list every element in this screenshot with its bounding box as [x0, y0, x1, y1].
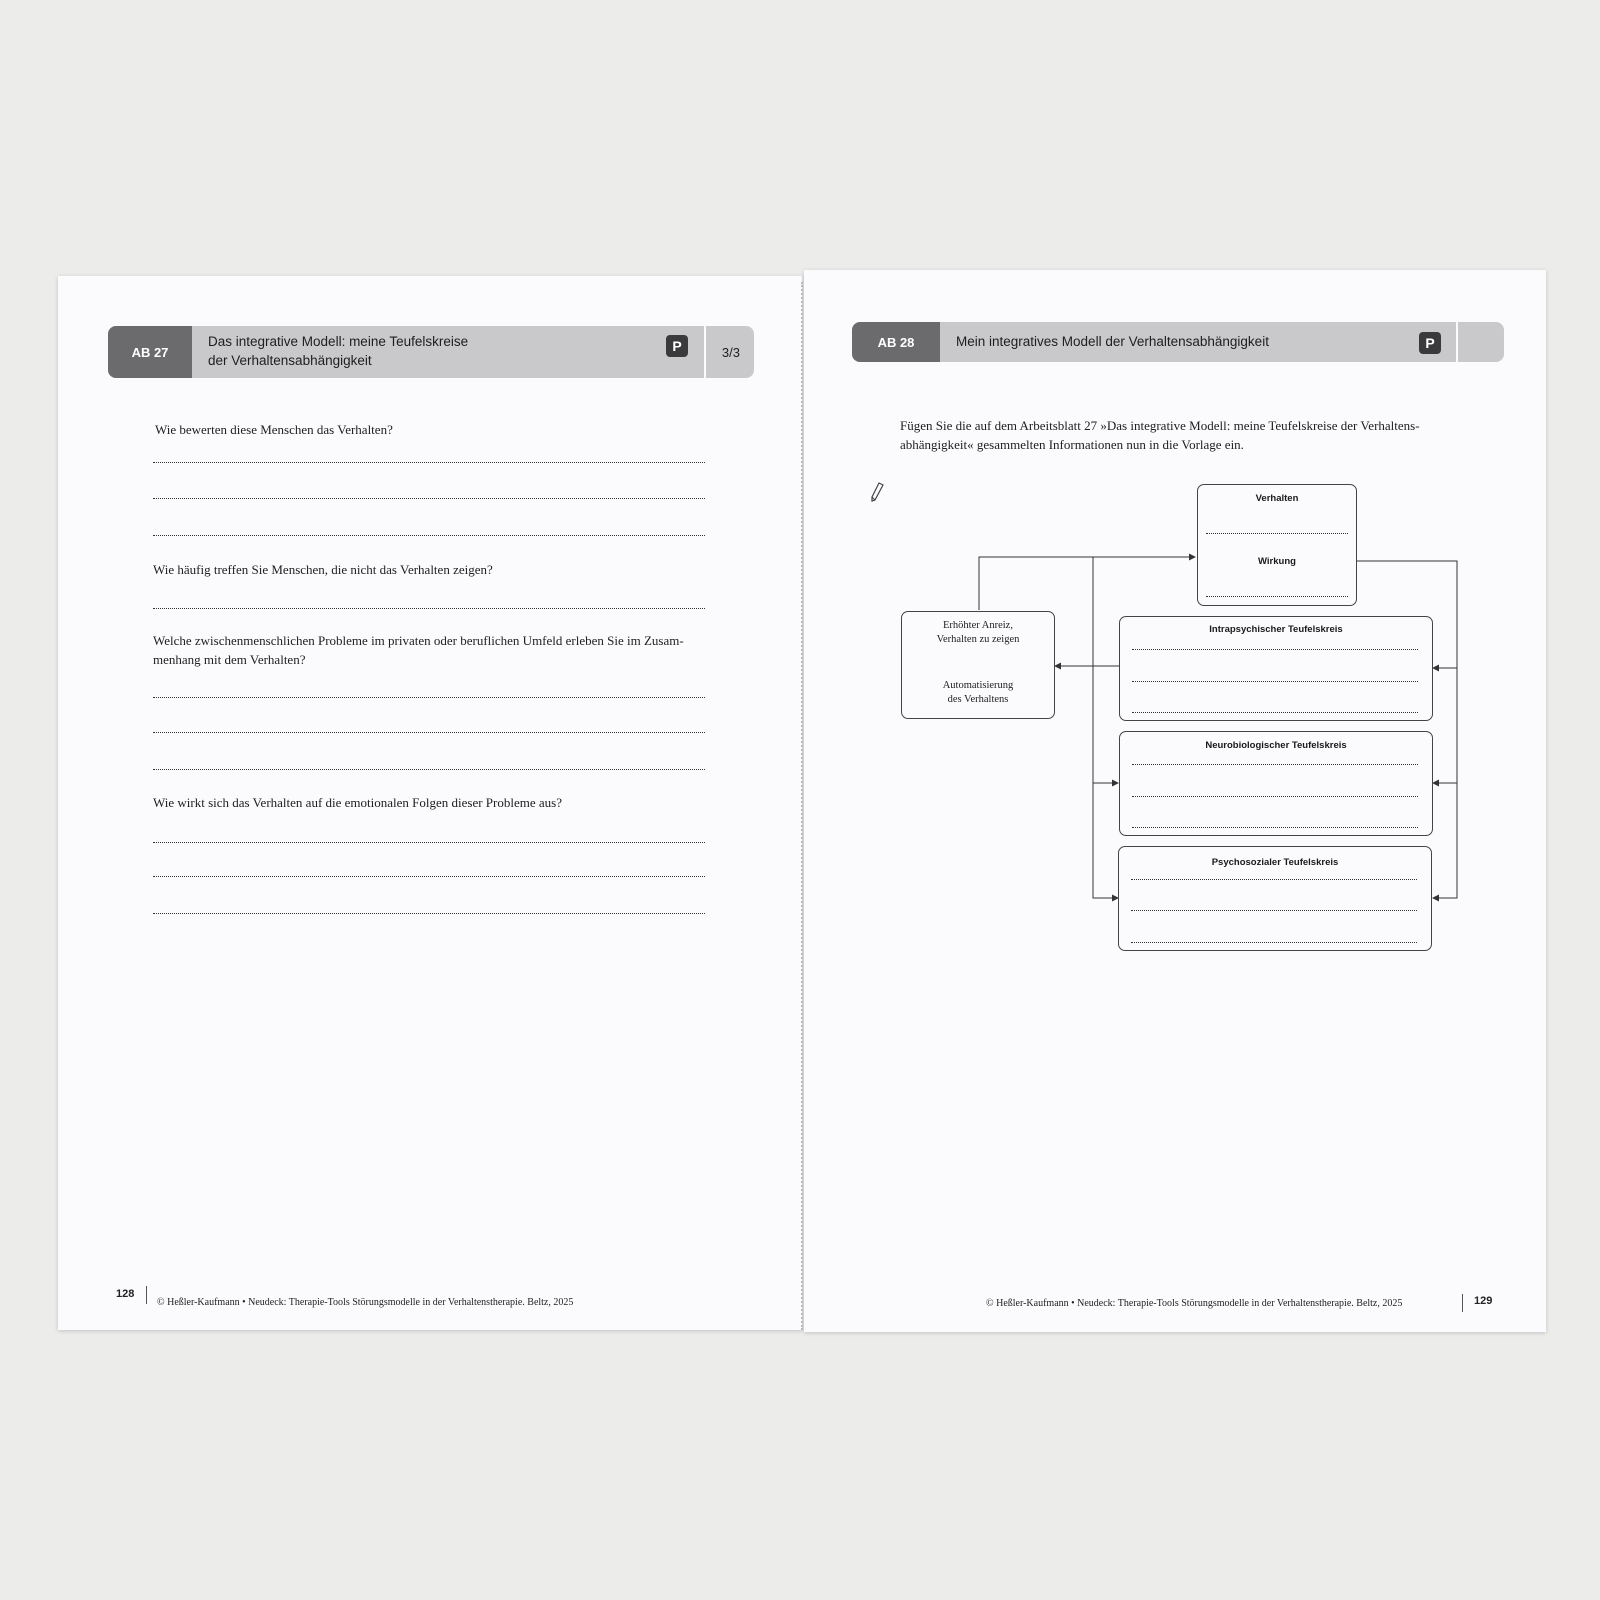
automation-text: [902, 679, 1054, 707]
answer-line[interactable]: [1132, 796, 1418, 797]
neurobiological-label: Neurobiologischer Teufelskreis: [1205, 740, 1347, 751]
worksheet-title-line1: Das integrative Modell: meine Teufelskreise: [208, 334, 469, 350]
worksheet-tag: AB 28: [852, 322, 940, 362]
incentive-line2: Verhalten zu zeigen: [936, 634, 1020, 645]
answer-line[interactable]: [1131, 910, 1417, 911]
psychosocial-cycle-box: [1118, 846, 1432, 951]
worksheet-title-line2: der Verhaltensabhängigkeit: [208, 353, 372, 368]
behavior-effect-box: [1197, 484, 1357, 606]
answer-line[interactable]: [1132, 681, 1418, 682]
effect-label: Wirkung: [1258, 556, 1296, 567]
footer-citation: © Heßler-Kaufmann • Neudeck: Therapie-Tools Störungsmodelle in der Verhaltenstherapie. Beltz, 2025: [986, 1298, 1403, 1309]
behavior-label: Verhalten: [1255, 493, 1299, 504]
answer-line[interactable]: [1132, 712, 1418, 713]
intrapsychic-label: Intrapsychischer Teufelskreis: [1209, 624, 1343, 635]
footer-citation: © Heßler-Kaufmann • Neudeck: Therapie-Tools Störungsmodelle in der Verhaltenstherapie. Beltz, 2025: [157, 1297, 574, 1308]
effect-answer-line[interactable]: [1206, 596, 1348, 597]
answer-line[interactable]: [1131, 942, 1417, 943]
answer-line[interactable]: [1131, 879, 1417, 880]
page-number: 128: [116, 1288, 135, 1300]
p-badge-icon: P: [666, 335, 688, 357]
incentive-line1: Erhöhter Anreiz,: [943, 620, 1013, 631]
psychosocial-label: Psychosozialer Teufelskreis: [1211, 857, 1339, 868]
worksheet-tag: AB 27: [108, 326, 192, 378]
page-indicator: 3/3: [721, 344, 740, 360]
neurobiological-cycle-box: [1119, 731, 1433, 836]
instructions-line1: Fügen Sie die auf dem Arbeitsblatt 27 »Das integrative Modell: meine Teufelskreise der Verhaltens-: [900, 418, 1420, 433]
question-2: Wie häufig treffen Sie Menschen, die nicht das Verhalten zeigen?: [153, 562, 493, 577]
p-badge-icon: P: [1419, 332, 1441, 354]
answer-line[interactable]: [1132, 827, 1418, 828]
incentive-text: [902, 619, 1054, 647]
page-number: 129: [1474, 1295, 1493, 1307]
automation-line1: Automatisierung: [942, 680, 1014, 691]
question-4: Wie wirkt sich das Verhalten auf die emotionalen Folgen dieser Probleme aus?: [153, 795, 562, 810]
answer-line[interactable]: [1132, 764, 1418, 765]
footer-divider: [1462, 1294, 1463, 1312]
automation-line2: des Verhaltens: [947, 694, 1009, 705]
question-3-line2: menhang mit dem Verhalten?: [153, 652, 306, 667]
question-3-line1: Welche zwischenmenschlichen Probleme im privaten oder beruflichen Umfeld erleben Sie im Zusam-: [153, 633, 684, 648]
behavior-answer-line[interactable]: [1206, 533, 1348, 534]
incentive-automation-box: [901, 611, 1055, 719]
instructions-line2: abhängigkeit« gesammelten Informationen nun in die Vorlage ein.: [900, 437, 1244, 452]
question-1: Wie bewerten diese Menschen das Verhalten?: [155, 422, 393, 437]
intrapsychic-cycle-box: [1119, 616, 1433, 721]
worksheet-title: Mein integratives Modell der Verhaltensabhängigkeit: [956, 333, 1269, 349]
answer-line[interactable]: [1132, 649, 1418, 650]
